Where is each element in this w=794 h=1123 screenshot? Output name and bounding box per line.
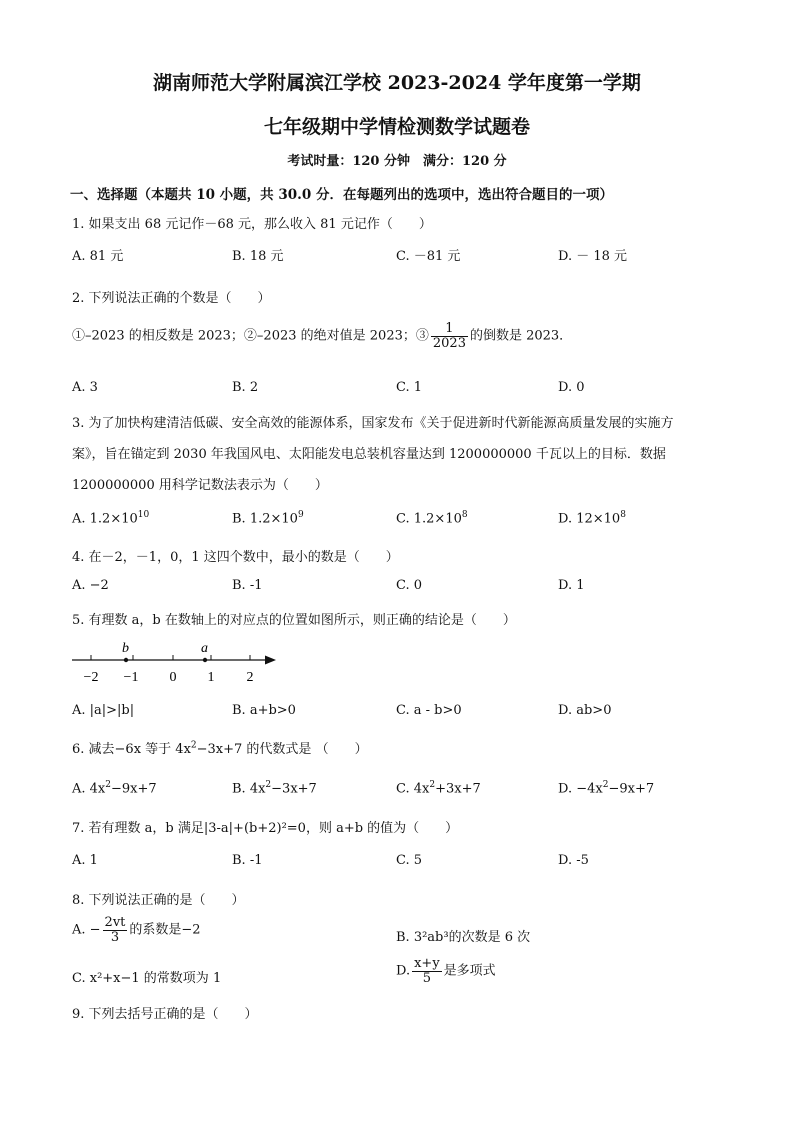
tick-label: −1 <box>123 670 139 685</box>
q6-option-a <box>72 780 157 796</box>
q8-d-fraction <box>412 957 442 985</box>
q7-option-c: C. 5 <box>396 853 423 868</box>
q2-frac-den: 2023 <box>432 335 466 351</box>
q6-stem-pre: 6. 减去−6x 等于 4x <box>72 742 191 757</box>
q6-d-exp: 2 <box>602 780 609 790</box>
q4-option-c: C. 0 <box>396 578 423 593</box>
point-a-label: a <box>201 641 208 656</box>
tick-label: −2 <box>83 670 99 685</box>
q5-option-c: C. a - b>0 <box>396 703 462 718</box>
q8-d-post: 是多项式 <box>443 963 496 979</box>
tick-label: 0 <box>169 670 177 685</box>
q2-option-d: D. 0 <box>558 380 585 395</box>
exam-info: 考试时量：120 分钟 满分：120 分 <box>287 154 507 169</box>
q2-option-b: B. 2 <box>232 380 259 395</box>
q8-option-a <box>72 916 201 944</box>
q5-option-b: B. a+b>0 <box>232 703 296 718</box>
q2-stem: 2. 下列说法正确的个数是（ ） <box>72 291 271 306</box>
q4-option-d: D. 1 <box>558 578 585 593</box>
tick-label: 2 <box>246 670 254 685</box>
q6-a-exp: 2 <box>105 780 111 790</box>
q2-option-a: A. 3 <box>72 380 98 395</box>
q7-option-a: A. 1 <box>72 853 98 868</box>
q2-fraction <box>431 322 468 350</box>
q8-option-b: B. 3²ab³的次数是 6 次 <box>396 930 531 945</box>
q3-option-c <box>396 510 468 526</box>
number-line-arrow <box>265 656 276 665</box>
section-heading: 一、选择题（本题共 10 小题，共 30.0 分．在每题列出的选项中，选出符合题目的一项） <box>70 187 613 203</box>
q2-statements <box>72 322 572 350</box>
q1-option-d: D. － 18 元 <box>558 249 628 264</box>
q3-d-base: D. 12×10 <box>558 511 621 527</box>
q7-option-d: D. -5 <box>558 853 589 868</box>
tick-label: 1 <box>207 670 215 685</box>
number-line-figure <box>66 638 286 688</box>
q6-b-exp: 2 <box>265 780 272 790</box>
q5-stem: 5. 有理数 a，b 在数轴上的对应点的位置如图所示，则正确的结论是（ ） <box>72 613 516 628</box>
q3-option-b <box>232 510 304 526</box>
q8-stem: 8. 下列说法正确的是（ ） <box>72 893 245 908</box>
q6-b-pre: B. 4x <box>232 781 266 797</box>
q1-option-c: C. －81 元 <box>396 249 461 264</box>
q3-option-a <box>72 510 149 526</box>
point-a-dot <box>203 658 207 662</box>
q6-c-pre: C. 4x <box>396 781 430 797</box>
q1-option-a: A. 81 元 <box>72 249 124 264</box>
q8-option-d <box>396 957 496 985</box>
q3-a-base: A. 1.2×10 <box>72 511 138 527</box>
q3-b-exp: 9 <box>297 510 304 520</box>
q6-a-pre: A. 4x <box>72 781 106 797</box>
q2-text-b: 的倒数是 2023． <box>469 328 573 344</box>
q4-option-b: B. -1 <box>232 578 263 593</box>
q2-frac-num: 1 <box>431 322 468 337</box>
q5-option-d: D. ab>0 <box>558 703 612 718</box>
q3-c-exp: 8 <box>461 510 468 520</box>
q1-stem: 1. 如果支出 68 元记作－68 元，那么收入 81 元记作（ ） <box>72 217 432 232</box>
q6-stem-exp: 2 <box>190 740 197 751</box>
q7-stem: 7. 若有理数 a，b 满足|3-a|+(b+2)²=0，则 a+b 的值为（ ） <box>72 821 459 836</box>
q3-b-base: B. 1.2×10 <box>232 511 298 527</box>
exam-title: 湖南师范大学附属滨江学校 2023-2024 学年度第一学期 <box>153 72 641 94</box>
q3-d-exp: 8 <box>620 510 626 520</box>
q8-a-fraction <box>103 916 128 944</box>
q8-d-num: x+y <box>414 956 440 971</box>
q6-a-post: −9x+7 <box>111 781 157 797</box>
q6-d-post: −9x+7 <box>608 781 655 797</box>
point-b-label: b <box>122 641 129 656</box>
q3-line2: 案》，旨在锚定到 2030 年我国风电、太阳能发电总装机容量达到 1200000000 千瓦以上的目标．数据 <box>72 447 666 462</box>
q6-option-c <box>396 780 481 796</box>
q1-option-b: B. 18 元 <box>232 249 284 264</box>
exam-subtitle: 七年级期中学情检测数学试题卷 <box>263 116 530 138</box>
q6-stem <box>72 738 368 757</box>
q7-option-b: B. -1 <box>232 853 263 868</box>
q6-option-b <box>232 780 317 796</box>
q8-option-c: C. x²+x−1 的常数项为 1 <box>72 971 222 986</box>
q3-line3: 1200000000 用科学记数法表示为（ ） <box>72 478 328 493</box>
q2-option-c: C. 1 <box>396 380 423 395</box>
q8-a-post: 的系数是−2 <box>129 922 201 938</box>
q3-a-exp: 10 <box>137 510 150 520</box>
q8-d-pre: D. <box>396 963 411 979</box>
q8-a-num: 2vt <box>104 915 126 930</box>
q5-option-a: A. |a|>|b| <box>72 703 135 718</box>
q8-a-pre: A. − <box>72 922 101 938</box>
point-b-dot <box>124 658 128 662</box>
q6-stem-post: −3x+7 的代数式是 （ ） <box>196 742 368 757</box>
q8-a-den: 3 <box>110 929 120 945</box>
q6-b-post: −3x+7 <box>271 781 317 797</box>
q3-c-base: C. 1.2×10 <box>396 511 462 527</box>
q6-c-post: +3x+7 <box>435 781 481 797</box>
q6-c-exp: 2 <box>429 780 436 790</box>
q3-option-d <box>558 510 626 526</box>
q6-option-d <box>558 780 654 796</box>
q9-stem: 9. 下列去括号正确的是（ ） <box>72 1007 258 1022</box>
q2-text-a: ①–2023 的相反数是 2023；②–2023 的绝对值是 2023；③ <box>72 328 429 344</box>
q3-line1: 3. 为了加快构建清洁低碳、安全高效的能源体系，国家发布《关于促进新时代新能源高质量发展的实施方 <box>72 416 674 431</box>
q4-stem: 4. 在－2，－1，0，1 这四个数中，最小的数是（ ） <box>72 550 399 565</box>
q6-d-pre: D. −4x <box>558 781 603 797</box>
q8-d-den: 5 <box>422 970 432 986</box>
q4-option-a: A. −2 <box>72 578 109 593</box>
